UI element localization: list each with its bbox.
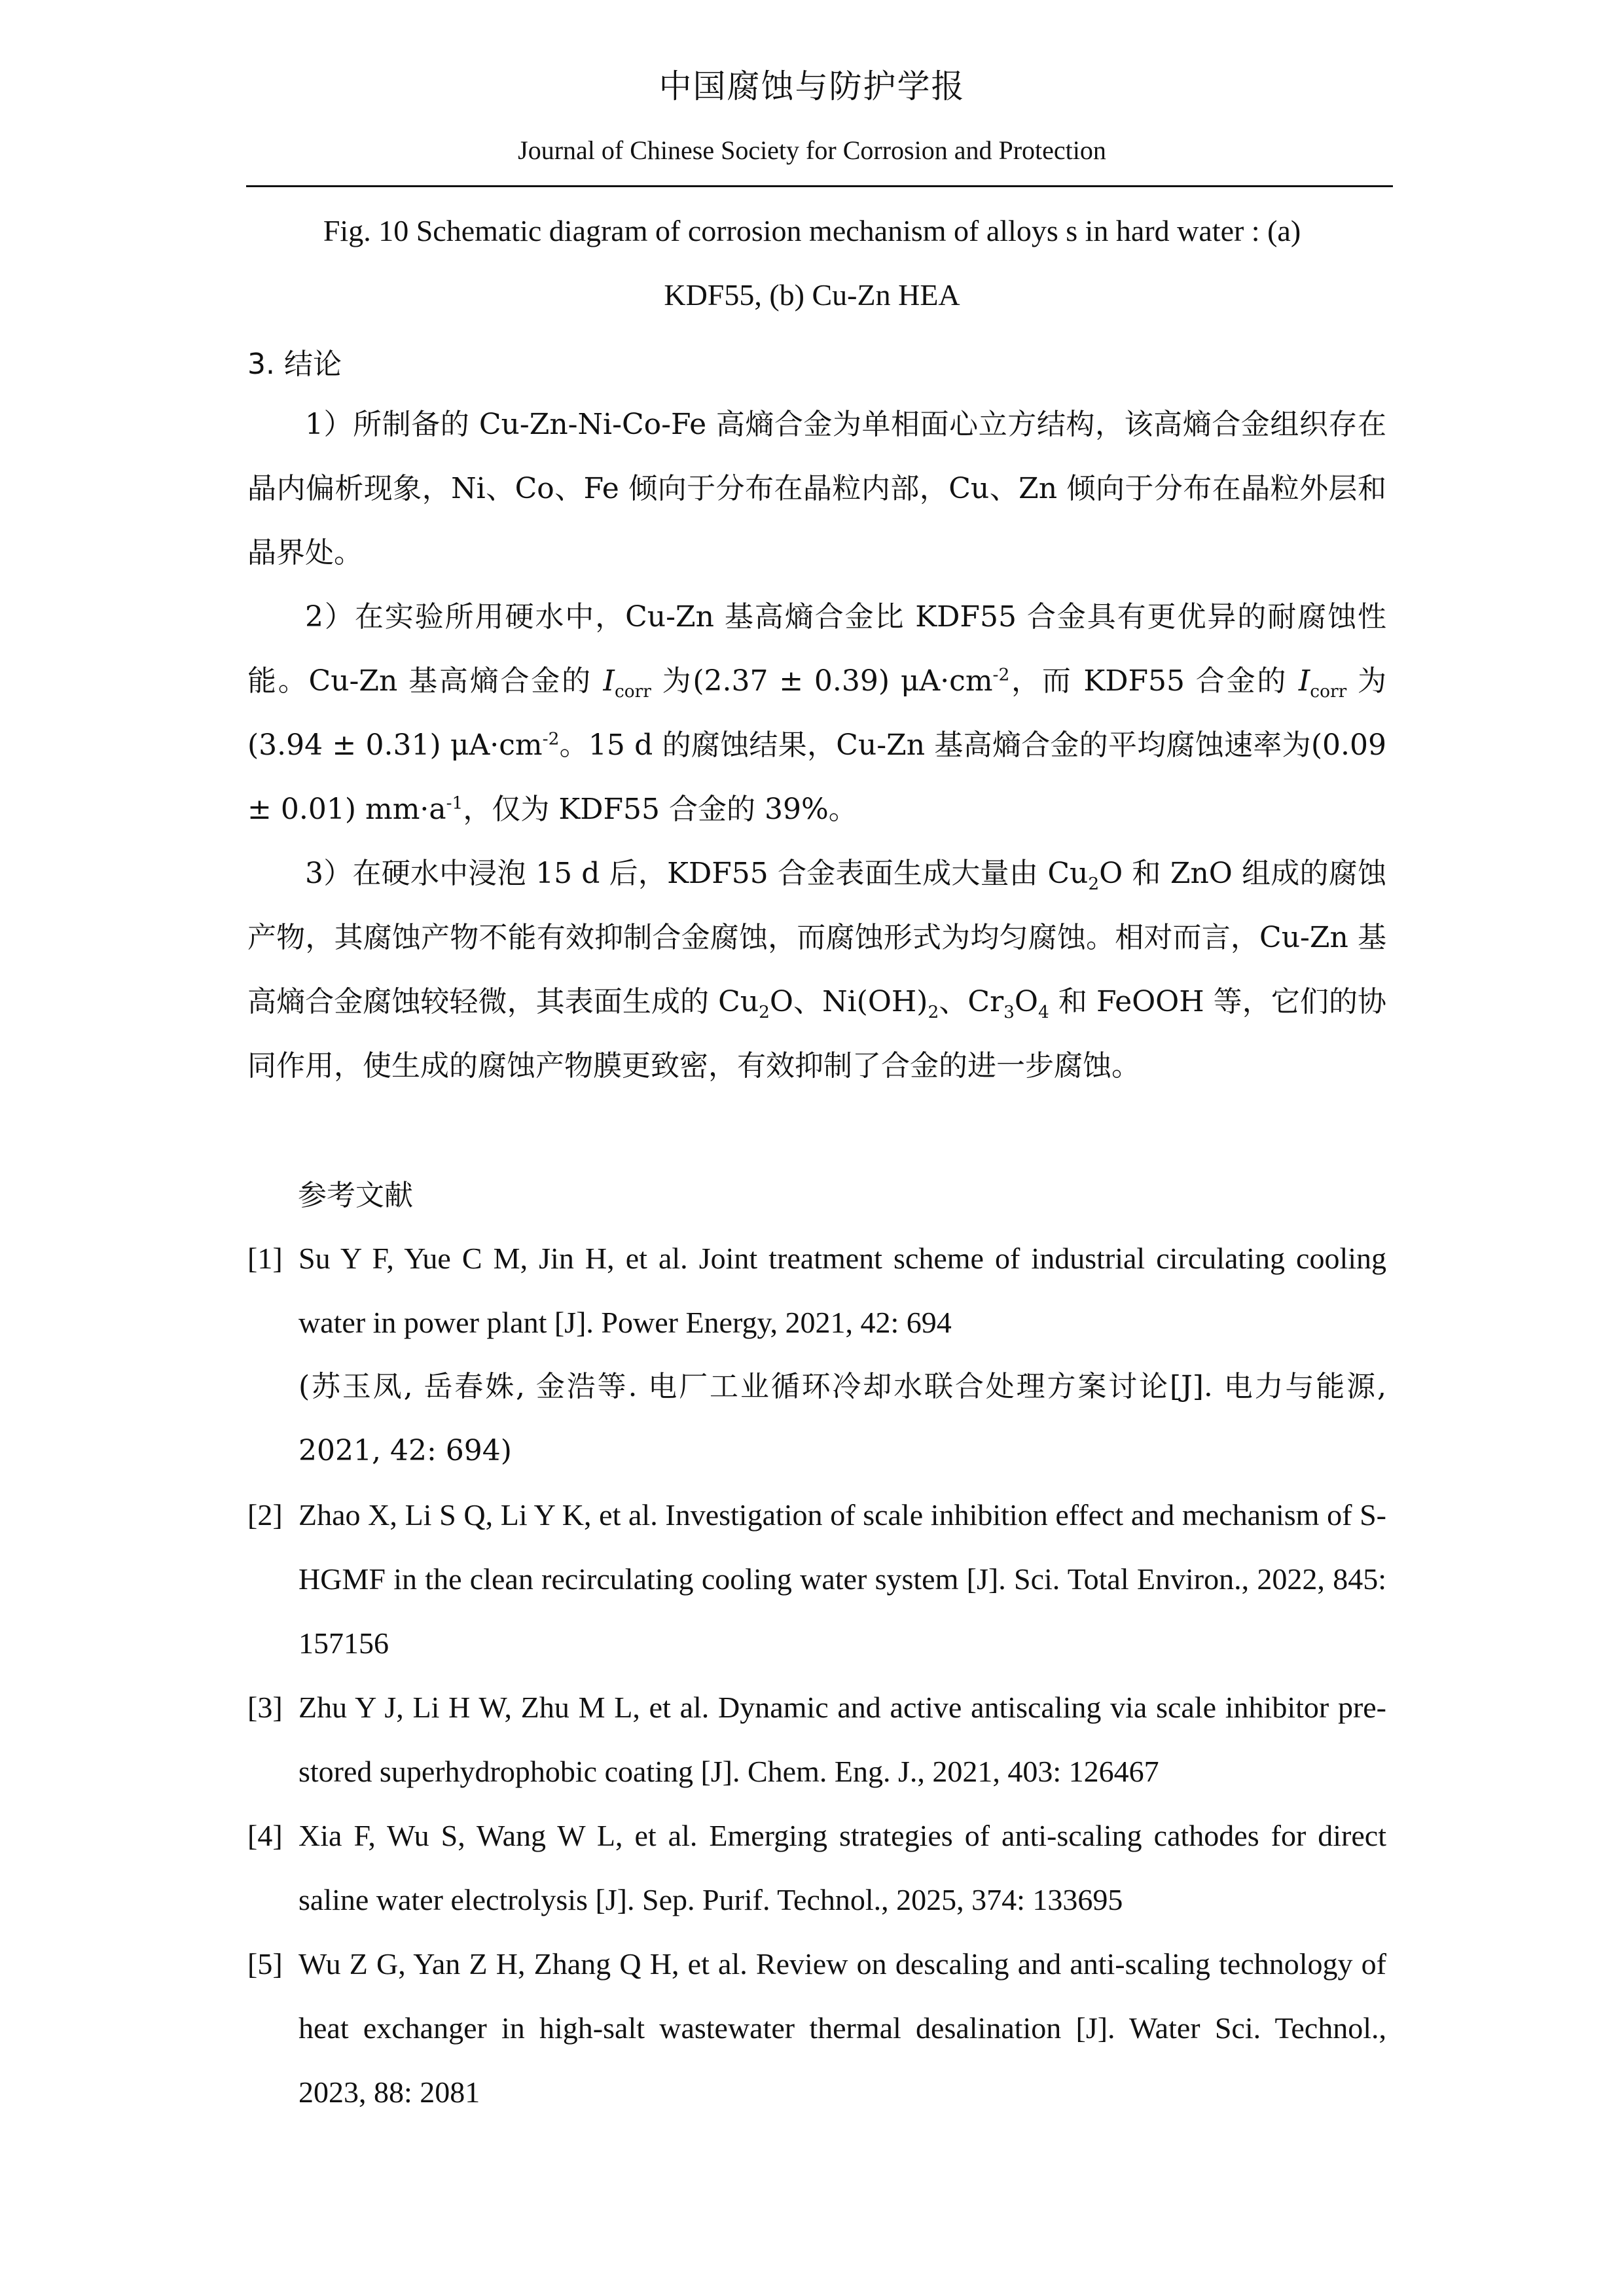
reference-number: [2] (247, 1498, 283, 1532)
section-heading-conclusion: 3. 结论 (247, 348, 342, 381)
icorr-symbol: I (1298, 664, 1310, 698)
journal-title-cn: 中国腐蚀与防护学报 (659, 67, 965, 105)
reference-number: [5] (247, 1947, 283, 1981)
reference-number: [1] (247, 1242, 283, 1275)
reference-number: [4] (247, 1819, 283, 1852)
header-divider (246, 185, 1393, 187)
icorr-symbol: I (603, 664, 615, 698)
journal-title-en: Journal of Chinese Society for Corrosion and Protection (518, 135, 1106, 165)
reference-item (247, 1676, 1386, 1804)
reference-text: Wu Z G, Yan Z H, Zhang Q H, et al. Review on descaling and anti-scaling technology of heat exchanger in high-salt wastewater thermal desalination [J]. Water Sci. Technol., 2023, 88: 2081 (298, 1947, 1386, 2109)
reference-number: [3] (247, 1691, 283, 1724)
reference-text: Zhao X, Li S Q, Li Y K, et al. Investigation of scale inhibition effect and mechanism of S-HGMF in the clean recirculating cooling water system [J]. Sci. Total Environ., 2022, 845: 157156 (298, 1498, 1386, 1660)
conclusion-paragraph-2: 2）在实验所用硬水中，Cu-Zn 基高熵合金比 KDF55 合金具有更优异的耐腐蚀性能。Cu-Zn 基高熵合金的 $I_{corr}$ 为(2.37 ± 0.39) $\mu A\cdot cm^{-2}$，而 KDF55 合金的 $I_{corr}$ 为(3.94 ± 0.31) $\mu A\cdot cm^{-2}$。15 d 的腐蚀结果，Cu-Zn 基高熵合金的平均腐蚀速率为(0.09 ± 0.01) $mm\cdot a^{-1}$，仅为 KDF55 合金的 39%。 (247, 600, 1386, 826)
reference-text: Su Y F, Yue C M, Jin H, et al. Joint treatment scheme of industrial circulating cooling water in power plant [J]. Power Energy, 2021, 42: 694 (298, 1242, 1386, 1339)
reference-text-cn: (苏玉凤, 岳春姝, 金浩等. 电厂工业循环冷却水联合处理方案讨论[J]. 电力与能源, 2021, 42: 694) (298, 1370, 1386, 1467)
references-heading: 参考文献 (298, 1179, 413, 1212)
reference-text: Zhu Y J, Li H W, Zhu M L, et al. Dynamic and active antiscaling via scale inhibitor pre-stored superhydrophobic coating [J]. Chem. Eng. J., 2021, 403: 126467 (298, 1691, 1386, 1788)
reference-item (247, 1804, 1386, 1932)
reference-text: Xia F, Wu S, Wang W L, et al. Emerging strategies of anti-scaling cathodes for direct saline water electrolysis [J]. Sep. Purif. Technol., 2025, 374: 133695 (298, 1819, 1386, 1916)
reference-item (247, 1932, 1386, 2125)
figure-caption-line-1: Fig. 10 Schematic diagram of corrosion mechanism of alloys s in hard water : (a) (323, 214, 1301, 247)
conclusion-paragraph-3: 3）在硬水中浸泡 15 d 后，KDF55 合金表面生成大量由 $Cu_2O$ 和 ZnO 组成的腐蚀产物，其腐蚀产物不能有效抑制合金腐蚀，而腐蚀形式为均匀腐蚀。相对而言，Cu-Zn 基高熵合金腐蚀较轻微，其表面生成的 $Cu_2O$、$Ni(OH)_2$、$Cr_3O_4$ 和 FeOOH 等，它们的协同作用，使生成的腐蚀产物膜更致密，有效抑制了合金的进一步腐蚀。 (247, 857, 1387, 1083)
reference-item (247, 1483, 1386, 1676)
figure-caption-line-2: KDF55, (b) Cu-Zn HEA (664, 278, 960, 312)
conclusion-paragraph-1: 1）所制备的 Cu-Zn-Ni-Co-Fe 高熵合金为单相面心立方结构，该高熵合金组织存在晶内偏析现象，Ni、Co、Fe 倾向于分布在晶粒内部，Cu、Zn 倾向于分布在晶粒外层和晶界处。 (247, 408, 1386, 569)
reference-item (247, 1227, 1386, 1483)
